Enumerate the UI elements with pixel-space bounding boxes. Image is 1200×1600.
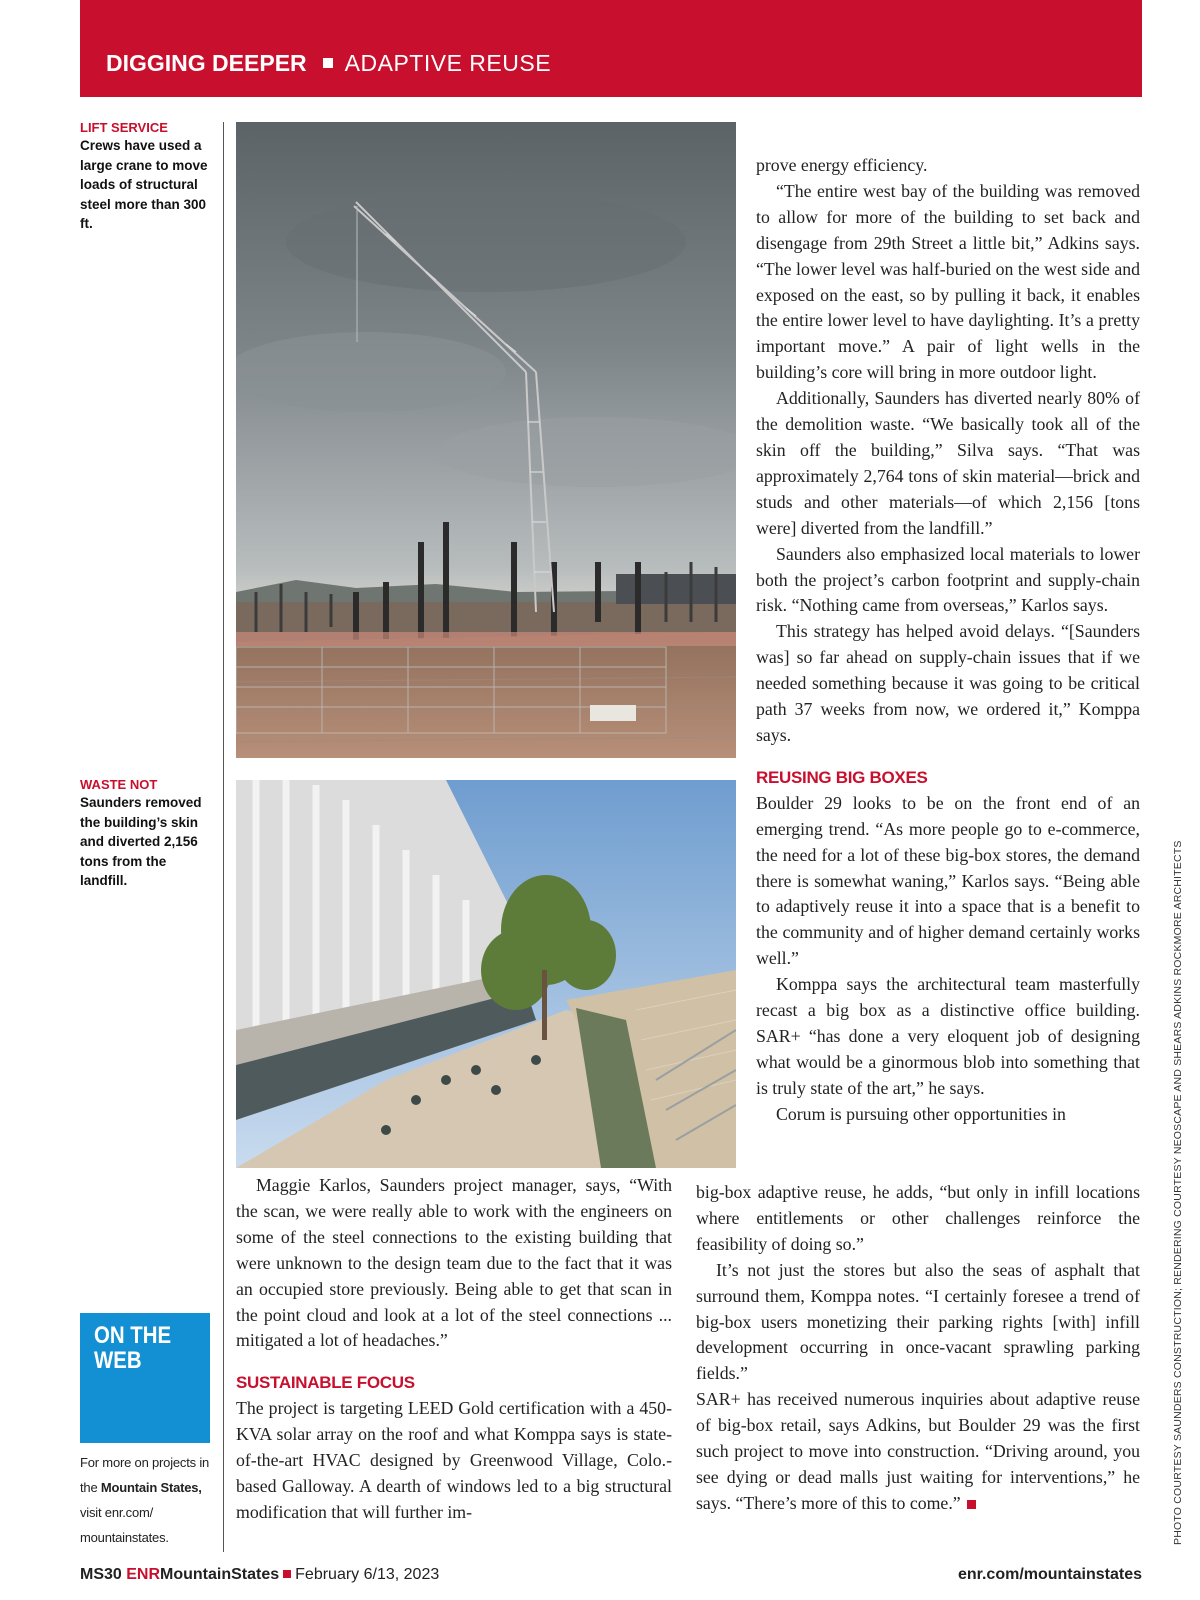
caption-text: Crews have used a large crane to move loads of structural steel more than 300 ft.	[80, 138, 208, 231]
on-the-web-box[interactable]	[80, 1313, 210, 1443]
article-paragraph: prove energy efficiency.	[756, 155, 928, 175]
on-the-web-title-1: ON THE	[94, 1322, 172, 1349]
building-rendering-photo	[236, 780, 736, 1168]
section-banner	[80, 0, 1142, 97]
article-paragraph: Saunders also emphasized local materials to lower both the project’s carbon footprint and supply-chain risk. “Nothing came from overseas,” Karlos says.	[756, 543, 1140, 616]
on-the-web-title-2: WEB	[94, 1347, 142, 1374]
article-paragraph: Corum is pursuing other opportunities in	[776, 1103, 1066, 1124]
end-mark-icon	[967, 1500, 976, 1509]
section-name: DIGGING DEEPER	[106, 50, 307, 76]
edition-name: MountainStates	[160, 1566, 280, 1583]
footer-url[interactable]: enr.com/mountainstates	[957, 1566, 1142, 1583]
issue-date: February 6/13, 2023	[295, 1566, 440, 1583]
crane-construction-photo	[236, 122, 736, 758]
topic-name: ADAPTIVE REUSE	[344, 50, 552, 76]
article-paragraph: It’s not just the stores but also the seas of asphalt that surround them, Komppa notes. “I certainly foresee a trend of big-box users monetizing their parking rights [with] infill development occurring in once-vacant sprawling parking fields.”	[696, 1259, 1140, 1384]
article-paragraph: big-box adaptive reuse, he adds, “but only in infill locations where entitlements or other challenges reinforce the feasibility of doing so.”	[696, 1182, 1140, 1254]
rendering-illustration	[236, 780, 736, 1168]
crane-photo-illustration	[236, 122, 736, 758]
caption-text: Saunders removed the building’s skin and diverted 2,156 tons from the landfill.	[80, 795, 202, 888]
enr-logo: ENR	[126, 1566, 161, 1583]
footer-left	[80, 1566, 439, 1584]
web-note-prefix: For more on projects in the	[80, 1455, 210, 1495]
on-the-web-note	[80, 1450, 210, 1550]
section-heading: REUSING BIG BOXES	[756, 767, 928, 787]
photo-credit: PHOTO COURTESY SAUNDERS CONSTRUCTION; RENDERING COURTESY NEOSCAPE AND SHEARS ADKINS ROCKMORE ARCHITECTS	[1172, 840, 1184, 1545]
article-paragraph: Komppa says the architectural team masterfully recast a big box as a distinctive office building. SAR+ “has done a very eloquent job of designing what would be a ginormous blob into something that is truly state of the art,” he says.	[756, 974, 1140, 1098]
page-number: MS30	[80, 1566, 122, 1583]
article-paragraph: Additionally, Saunders has diverted nearly 80% of the demolition waste. “We basically took all of the skin off the building,” Silva says. “That was approximately 2,764 tons of skin material—brick and studs and other materials—of which 2,156 [tons were] diverted from the landfill.”	[756, 388, 1140, 538]
caption-lift-service	[80, 119, 210, 234]
caption-waste-not	[80, 776, 210, 891]
caption-label: LIFT SERVICE	[80, 120, 168, 135]
caption-label: WASTE NOT	[80, 777, 158, 792]
article-paragraph: “The entire west bay of the building was removed to allow for more of the building to set back and disengage from 29th Street a little bit,” Adkins says. “The lower level was half-buried on the west side and exposed on the east, so by pulling it back, it enables the entire lower level to have daylighting. It’s a pretty important move.” A pair of light wells in the building’s core will bring in more outdoor light.	[756, 180, 1140, 383]
footer-square-icon	[283, 1570, 291, 1578]
column-divider	[223, 122, 224, 1552]
article-column-left	[236, 1173, 672, 1526]
article-paragraph: The project is targeting LEED Gold certification with a 450-KVA solar array on the roof and what Komppa says is state-of-the-art HVAC designed by Greenwood Village, Colo.-based Galloway. A dearth of windows led to a big structural modification that will further im-	[236, 1398, 672, 1522]
banner-title	[106, 50, 551, 77]
article-column-right	[756, 153, 1140, 1128]
article-paragraph: Boulder 29 looks to be on the front end of an emerging trend. “As more people go to e-commerce, the need for a lot of these big-box stores, the demand there is somewhat waning,” Karlos says. “Being able to adaptively reuse it into a space that is a benefit to the community and of higher demand certainly works well.”	[756, 792, 1140, 969]
article-paragraph: Maggie Karlos, Saunders project manager, says, “With the scan, we were really able to work with the engineers on some of the steel connections to the existing building that were unknown to the design team due to the fact that it was an occupied store previously. Being able to get that scan in the point cloud and look at a lot of the steel connections ... mitigated a lot of headaches.”	[236, 1175, 672, 1351]
web-note-bold: Mountain States,	[100, 1480, 202, 1495]
web-note-link[interactable]: visit enr.com/ mountainstates.	[80, 1505, 169, 1545]
section-heading: SUSTAINABLE FOCUS	[236, 1373, 415, 1393]
article-column-right-lower	[696, 1180, 1140, 1517]
article-paragraph: SAR+ has received numerous inquiries about adaptive reuse of big-box retail, says Adkins, but Boulder 29 was the first such project to move into construction. “Driving around, you see dying or dead malls just waiting for interventions,” he says. “There’s more of this to come.”	[696, 1389, 1140, 1513]
banner-square-icon	[323, 58, 333, 68]
article-paragraph: This strategy has helped avoid delays. “[Saunders was] so far ahead on supply-chain issues that if we needed something because it was going to be critical path 37 weeks from now, we ordered it,” Komppa says.	[756, 621, 1140, 745]
